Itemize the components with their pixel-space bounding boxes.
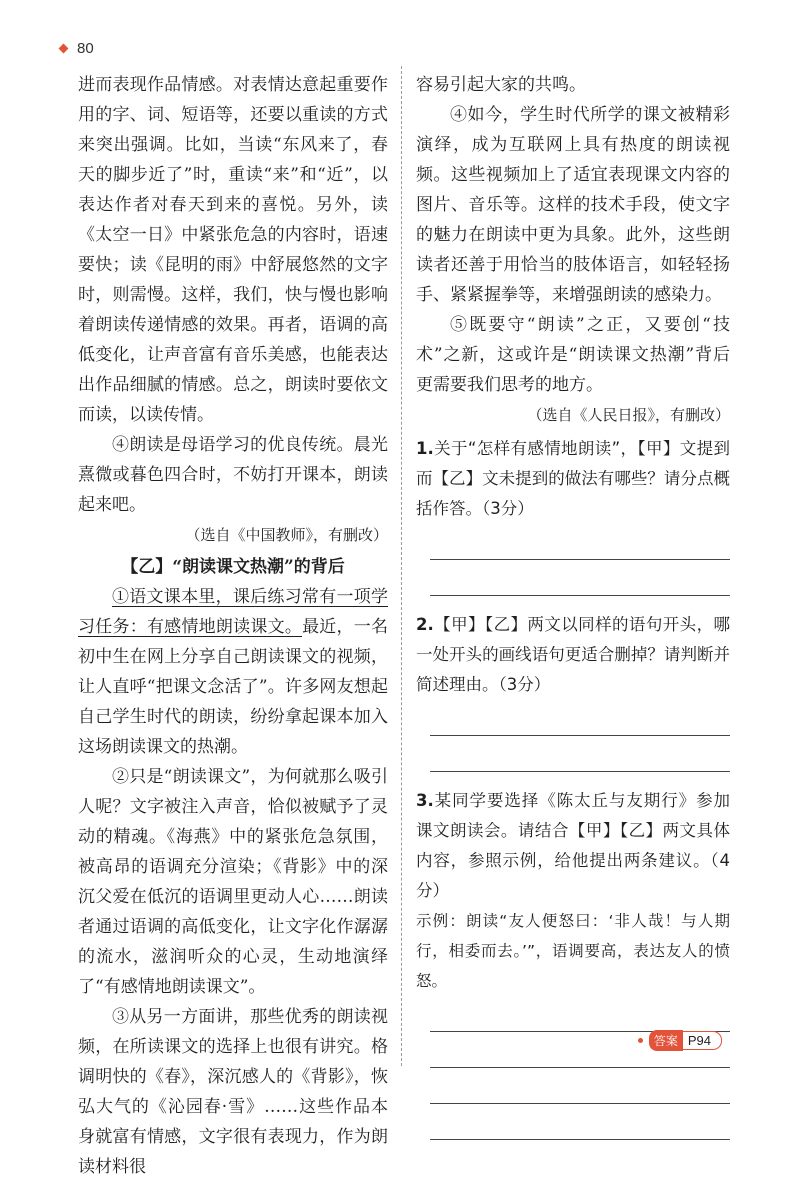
column-divider: [401, 66, 402, 1066]
question-3-text: 某同学要选择《陈太丘与友期行》参加课文朗读会。请结合【甲】【乙】两文具体内容，参照示例，给他提出两条建议。（4分）: [416, 791, 730, 900]
page-header: [60, 40, 94, 57]
answer-page: P94: [683, 1031, 722, 1050]
paragraph-1-b: [78, 582, 388, 762]
question-2-text: 【甲】【乙】两文以同样的语句开头，哪一处开头的画线语句更适合删掉？请判断并简述理由。（3分）: [416, 615, 730, 694]
answer-line[interactable]: [430, 1102, 730, 1104]
question-2-number: 2.: [416, 615, 434, 634]
answer-label: 答案: [649, 1030, 683, 1051]
paragraph-4-b: ④如今，学生时代所学的课文被精彩演绎，成为互联网上具有热度的朗读视频。这些视频加上了适宜表现课文内容的图片、音乐等。这样的技术手段，使文字的魅力在朗读中更为具象。此外，这些朗读者还善于用恰当的肢体语言，如轻轻扬手、紧紧握拳等，来增强朗读的感染力。: [416, 105, 730, 305]
paragraph-3-b-continued: 容易引起大家的共鸣。: [416, 75, 586, 95]
answer-line[interactable]: [430, 594, 730, 596]
question-2: [416, 610, 730, 772]
paragraph-2-b: ②只是“朗读课文”，为何就那么吸引人呢？文字被注入声音，恰似被赋予了灵动的精魂。《海燕》中的紧张危急氛围，被高昂的语调充分渲染；《背影》中的深沉父爱在低沉的语调里更动人心……朗读者通过语调的高低变化，让文字化作潺潺的流水，滋润听众的心灵，生动地演绎了“有感情地朗读课文”。: [78, 767, 388, 997]
diamond-icon: [59, 44, 69, 54]
dot-icon: [638, 1038, 643, 1043]
article-b-title: 【乙】“朗读课文热潮”的背后: [121, 557, 345, 577]
answer-line[interactable]: [430, 558, 730, 560]
question-3: [416, 786, 730, 1140]
answer-reference-tag[interactable]: [638, 1030, 722, 1051]
question-1-text: 关于“怎样有感情地朗读”，【甲】文提到而【乙】文未提到的做法有哪些？请分点概括作答。（3分）: [416, 439, 730, 518]
paragraph-5-b: ⑤既要守“朗读”之正，又要创“技术”之新，这或许是“朗读课文热潮”背后更需要我们思考的地方。: [416, 315, 730, 395]
underlined-sentence: ①语文课本里，课后练习常有一项学习任务：有感情地朗读课文。: [78, 587, 388, 637]
answer-line[interactable]: [430, 1138, 730, 1140]
paragraph-4-a: ④朗读是母语学习的优良传统。晨光熹微或暮色四合时，不妨打开课本，朗读起来吧。: [78, 435, 388, 515]
question-1-number: 1.: [416, 439, 434, 458]
question-1: [416, 434, 730, 596]
right-column: [416, 70, 730, 1140]
question-3-example: 示例：朗读“友人便怒曰：‘非人哉！与人期行，相委而去。’”，语调要高，表达友人的愤怒。: [416, 912, 730, 990]
paragraph-continued: 进而表现作品情感。对表情达意起重要作用的字、词、短语等，还要以重读的方式来突出强调。比如，当读“东风来了，春天的脚步近了”时，重读“来”和“近”，以表达作者对春天到来的喜悦。另外，读《太空一日》中紧张危急的内容时，语速要快；读《昆明的雨》中舒展悠然的文字时，则需慢。这样，我们，快与慢也影响着朗读传递情感的效果。再者，语调的高低变化，让声音富有音乐美感，也能表达出作品细腻的情感。总之，朗读时要依文而读，以读传情。: [78, 75, 388, 425]
left-column: [78, 70, 388, 1182]
answer-line[interactable]: [430, 770, 730, 772]
answer-line[interactable]: [430, 1066, 730, 1068]
page-number: 80: [77, 40, 94, 57]
source-a: （选自《中国教师》，有删改）: [185, 526, 388, 544]
answer-line[interactable]: [430, 734, 730, 736]
question-3-number: 3.: [416, 791, 434, 810]
paragraph-1-b-rest: 最近，一名初中生在网上分享自己朗读课文的视频，让人直呼“把课文念活了”。许多网友想起自己学生时代的朗读，纷纷拿起课本加入这场朗读课文的热潮。: [78, 617, 389, 757]
source-b: （选自《人民日报》，有删改）: [527, 406, 730, 424]
paragraph-3-b: ③从另一方面讲，那些优秀的朗读视频，在所读课文的选择上也很有讲究。格调明快的《春》，深沉感人的《背影》，恢弘大气的《沁园春·雪》……这些作品本身就富有情感，文字很有表现力，作为朗读材料很: [78, 1007, 388, 1177]
